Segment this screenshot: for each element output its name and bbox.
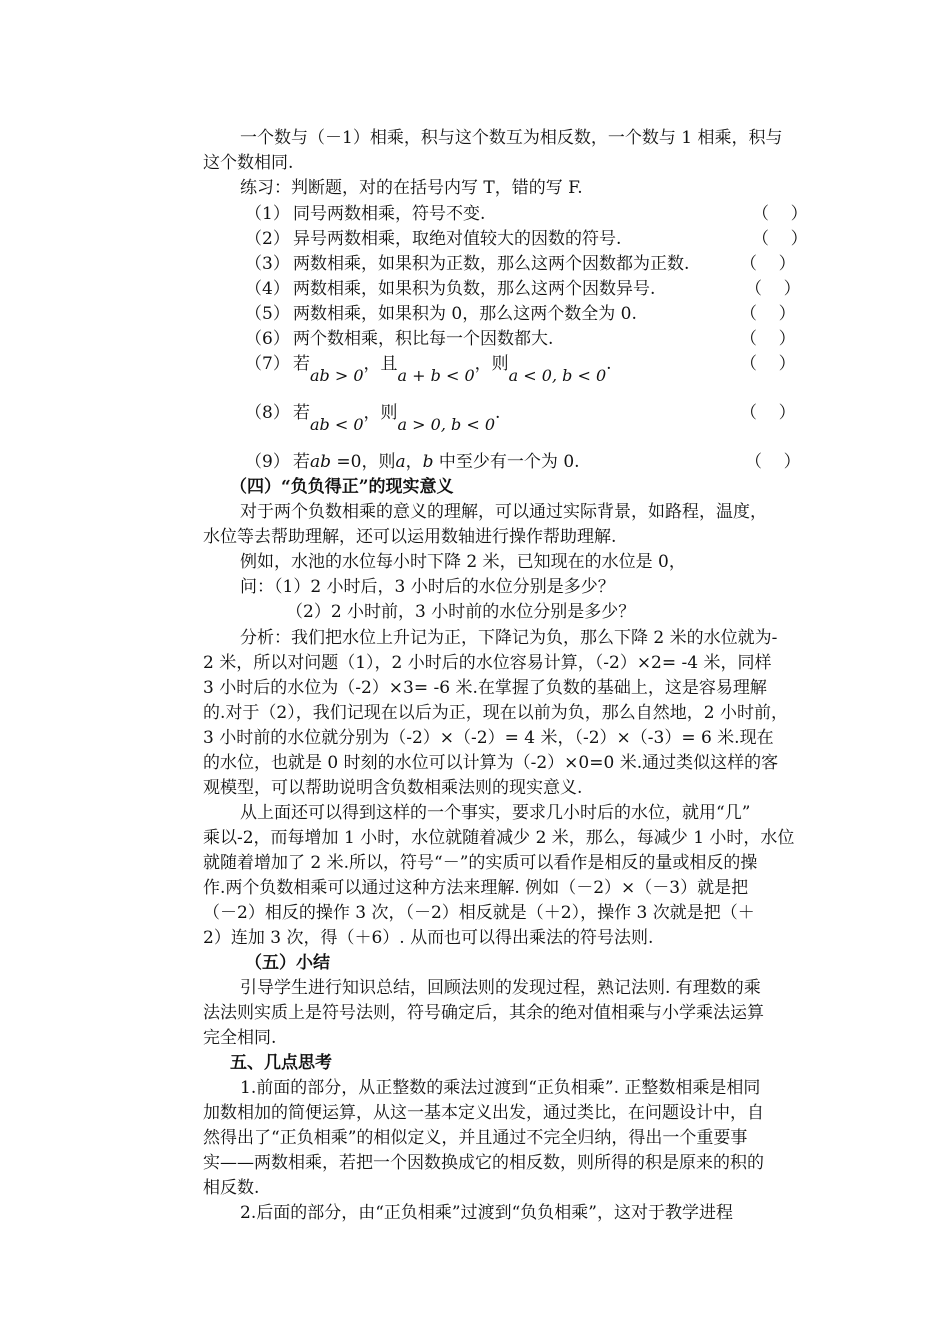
item-7-end: .	[606, 354, 612, 374]
item-2-number: （2）	[245, 229, 290, 249]
section-4-p1-line-2: 水位等去帮助理解，还可以运用数轴进行操作帮助理解.	[203, 527, 617, 547]
item-7-math-2: a + b < 0	[397, 366, 475, 385]
fact-line-4: 作.两个负数相乘可以通过这种方法来理解. 例如（－2）×（－3）就是把	[203, 878, 749, 898]
analysis-line-6: 的水位，也就是 0 时刻的水位可以计算为（-2）×0=0 米.通过类似这样的客	[203, 753, 779, 773]
item-9-math-2: a	[395, 452, 406, 472]
item-4-answer-blank: （ ）	[745, 279, 801, 299]
practice-heading: 练习：判断题，对的在括号内写 T，错的写 F.	[240, 178, 583, 198]
section-4-p1-line-1: 对于两个负数相乘的意义的理解，可以通过实际背景，如路程，温度，	[240, 502, 767, 522]
item-9-sep: ，	[405, 452, 423, 472]
analysis-line-5: 3 小时前的水位就分别为（-2）×（-2）= 4 米，（-2）×（-3）= 6 米.现在	[203, 728, 774, 748]
fact-line-2: 乘以-2，而每增加 1 小时，水位就随着减少 2 米，那么，每减少 1 小时，水位	[203, 828, 795, 848]
summary-line-3: 完全相同.	[203, 1028, 277, 1048]
item-3-answer-blank: （ ）	[740, 254, 796, 274]
item-4-text: 两数相乘，如果积为负数，那么这两个因数异号.	[293, 279, 656, 299]
item-6-number: （6）	[245, 329, 290, 349]
item-8-end: .	[495, 403, 501, 423]
item-8-math-1: ab < 0	[310, 415, 364, 434]
item-7-answer-blank: （ ）	[740, 354, 796, 374]
intro-line-2: 这个数相同.	[203, 153, 294, 173]
item-7-sep-2: ，则	[474, 354, 509, 374]
thought-1-line-4: 实——两数相乘，若把一个因数换成它的相反数，则所得的积是原来的积的	[203, 1153, 764, 1173]
analysis-line-2: 2 米，所以对问题（1），2 小时后的水位容易计算，（-2）×2= -4 米，同样	[203, 653, 772, 673]
item-9-math-3: b	[422, 452, 434, 472]
intro-line-1: 一个数与（－1）相乘，积与这个数互为相反数，一个数与 1 相乘，积与	[240, 128, 783, 148]
item-9-text	[293, 450, 580, 474]
thought-2-line-1: 2.后面的部分，由“正负相乘”过渡到“负负相乘”，这对于教学进程	[240, 1203, 733, 1223]
item-3-number: （3）	[245, 254, 290, 274]
fact-line-5: （－2）相反的操作 3 次，（－2）相反就是（＋2），操作 3 次就是把（＋	[203, 903, 755, 923]
item-1-answer-blank: （ ）	[752, 204, 808, 224]
item-4-number: （4）	[245, 279, 290, 299]
item-1-text: 同号两数相乘，符号不变.	[293, 204, 486, 224]
thought-1-line-3: 然得出了“正负相乘”的相似定义，并且通过不完全归纳，得出一个重要事	[203, 1128, 748, 1148]
item-9-mid: =0，则	[331, 452, 396, 472]
item-9-pre: 若	[293, 452, 310, 472]
item-5-text: 两数相乘，如果积为 0，那么这两个数全为 0.	[293, 304, 637, 324]
thought-1-line-1: 1.前面的部分，从正整数的乘法过渡到“正负相乘”. 正整数相乘是相同	[240, 1078, 761, 1098]
fact-line-1: 从上面还可以得到这样的一个事实，要求几小时后的水位，就用“几”	[240, 803, 751, 823]
fact-line-6: 2）连加 3 次，得（＋6）. 从而也可以得出乘法的符号法则.	[203, 928, 654, 948]
summary-line-1: 引导学生进行知识总结，回顾法则的发现过程，熟记法则. 有理数的乘	[240, 978, 761, 998]
item-8-sep-1: ，则	[363, 403, 398, 423]
section-5-title: （五）小结	[245, 953, 330, 973]
thought-1-line-5: 相反数.	[203, 1178, 260, 1198]
item-9-number: （9）	[245, 452, 290, 472]
item-6-text: 两个数相乘，积比每一个因数都大.	[293, 329, 554, 349]
analysis-line-7: 观模型，可以帮助说明含负数相乘法则的现实意义.	[203, 778, 583, 798]
summary-line-2: 法法则实质上是符号法则，符号确定后，其余的绝对值相乘与小学乘法运算	[203, 1003, 764, 1023]
item-7-text	[293, 352, 612, 385]
analysis-line-3: 3 小时后的水位为（-2）×3= -6 米.在掌握了负数的基础上，这是容易理解	[203, 678, 767, 698]
item-7-sep-1: ，且	[363, 354, 398, 374]
analysis-line-4: 的.对于（2），我们记现在以后为正，现在以前为负，那么自然地，2 小时前，	[203, 703, 788, 723]
analysis-line-1: 分析：我们把水位上升记为正，下降记为负，那么下降 2 米的水位就为-	[240, 628, 778, 648]
item-2-answer-blank: （ ）	[752, 229, 808, 249]
item-8-answer-blank: （ ）	[740, 403, 796, 423]
item-7-number: （7）	[245, 354, 290, 374]
section-4-question-1: 问：（1）2 小时后，3 小时后的水位分别是多少？	[240, 577, 615, 597]
thought-1-line-2: 加数相加的简便运算，从这一基本定义出发，通过类比，在问题设计中，自	[203, 1103, 764, 1123]
fact-line-3: 就随着增加了 2 米.所以，符号“－”的实质可以看作是相反的量或相反的操	[203, 853, 758, 873]
item-7-math-3: a < 0, b < 0	[508, 366, 607, 385]
item-1-number: （1）	[245, 204, 290, 224]
section-4-title: （四）“负负得正”的现实意义	[230, 477, 454, 497]
item-9-math-1: ab	[310, 452, 332, 472]
item-7-math-1: ab > 0	[310, 366, 364, 385]
item-6-answer-blank: （ ）	[740, 329, 796, 349]
item-8-math-2: a > 0, b < 0	[397, 415, 496, 434]
item-8-pre: 若	[293, 403, 310, 423]
part-5-title: 五、几点思考	[230, 1053, 332, 1073]
item-9-end: 中至少有一个为 0.	[433, 452, 580, 472]
section-4-question-2: （2）2 小时前，3 小时前的水位分别是多少？	[286, 602, 636, 622]
item-8-number: （8）	[245, 403, 290, 423]
item-7-pre: 若	[293, 354, 310, 374]
item-8-text	[293, 401, 501, 434]
section-4-example: 例如，水池的水位每小时下降 2 米，已知现在的水位是 0，	[240, 552, 686, 572]
item-5-number: （5）	[245, 304, 290, 324]
item-3-text: 两数相乘，如果积为正数，那么这两个因数都为正数.	[293, 254, 690, 274]
item-5-answer-blank: （ ）	[740, 304, 796, 324]
item-9-answer-blank: （ ）	[745, 452, 801, 472]
item-2-text: 异号两数相乘，取绝对值较大的因数的符号.	[293, 229, 622, 249]
